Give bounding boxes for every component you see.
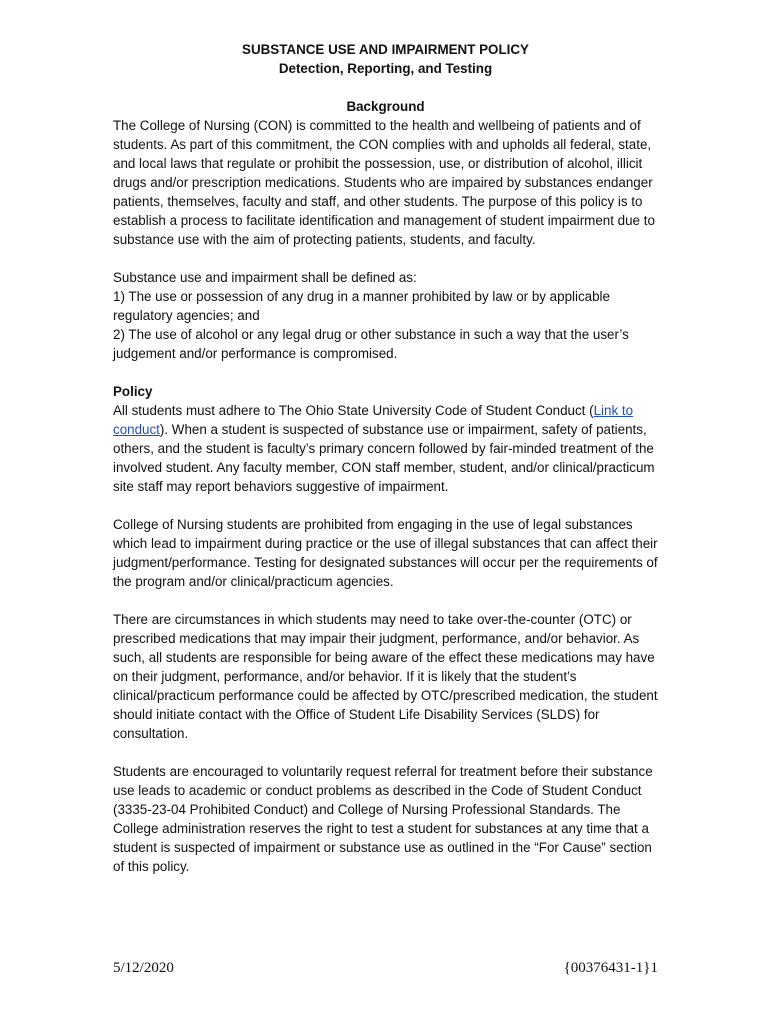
otc-paragraph: There are circumstances in which students may need to take over-the-counter (OTC) or prescribed medications that may impair their judgment, performance, and/or behavior. As such, all students are responsible for being aware of the effect these medications may have on their judgment, performance, and/or behavior. If it is likely that the student’s clinical/practicum performance could be affected by OTC/prescribed medication, the student should initiate contact with the Office of Student Life Disability Services (SLDS) for consultation. [113,612,658,741]
definition-intro: Substance use and impairment shall be defined as: [113,270,417,285]
document-subtitle: Detection, Reporting, and Testing [278,61,493,76]
definition-item-2: 2) The use of alcohol or any legal drug or other substance in such a way that the user’s judgement and/or performance is compromised. [113,327,629,361]
spacer [113,496,658,515]
spacer [113,249,658,268]
document-body [113,40,658,876]
policy-paragraph [113,401,658,496]
document-title: SUBSTANCE USE AND IMPAIRMENT POLICY [242,42,529,57]
policy-text-after-link: ). When a student is suspected of substance use or impairment, safety of patients, others, and the student is faculty’s primary concern followed by fair-minded treatment of the involved student. Any faculty member, CON staff member, student, and/or clinical/practicum site staff may report behaviors suggestive of impairment. [113,422,655,494]
background-paragraph: The College of Nursing (CON) is committed to the health and wellbeing of patients and of students. As part of this commitment, the CON complies with and upholds all federal, state, and local laws that regulate or prohibit the possession, use, or distribution of alcohol, illicit drugs and/or prescription medications. Students who are impaired by substances endanger patients, themselves, faculty and staff, and other students. The purpose of this policy is to establish a process to facilitate identification and management of student impairment due to substance use with the aim of protecting patients, students, and faculty. [113,118,655,247]
policy-heading: Policy [113,384,153,399]
spacer [113,743,658,762]
spacer [113,363,658,382]
spacer [113,591,658,610]
footer-document-id: {00376431-1}1 [563,960,658,976]
definition-item-1: 1) The use or possession of any drug in a manner prohibited by law or by applicable regulatory agencies; and [113,289,610,323]
referral-paragraph: Students are encouraged to voluntarily request referral for treatment before their substance use leads to academic or conduct problems as described in the Code of Student Conduct (3335-23-04 Prohibited Conduct) and College of Nursing Professional Standards. The College administration reserves the right to test a student for substances at any time that a student is suspected of impairment or substance use as outlined in the “For Cause” section of this policy. [113,764,653,874]
spacer [113,78,658,97]
background-heading: Background [346,99,425,114]
footer-date: 5/12/2020 [113,960,174,976]
conduct-link[interactable]: Link to conduct [113,403,634,437]
policy-text-before-link: All students must adhere to The Ohio State University Code of Student Conduct ( [113,403,594,418]
prohibited-paragraph: College of Nursing students are prohibited from engaging in the use of legal substances which lead to impairment during practice or the use of illegal substances that can affect their judgment/performance. Testing for designated substances will occur per the requirements of the program and/or clinical/practicum agencies. [113,517,658,589]
